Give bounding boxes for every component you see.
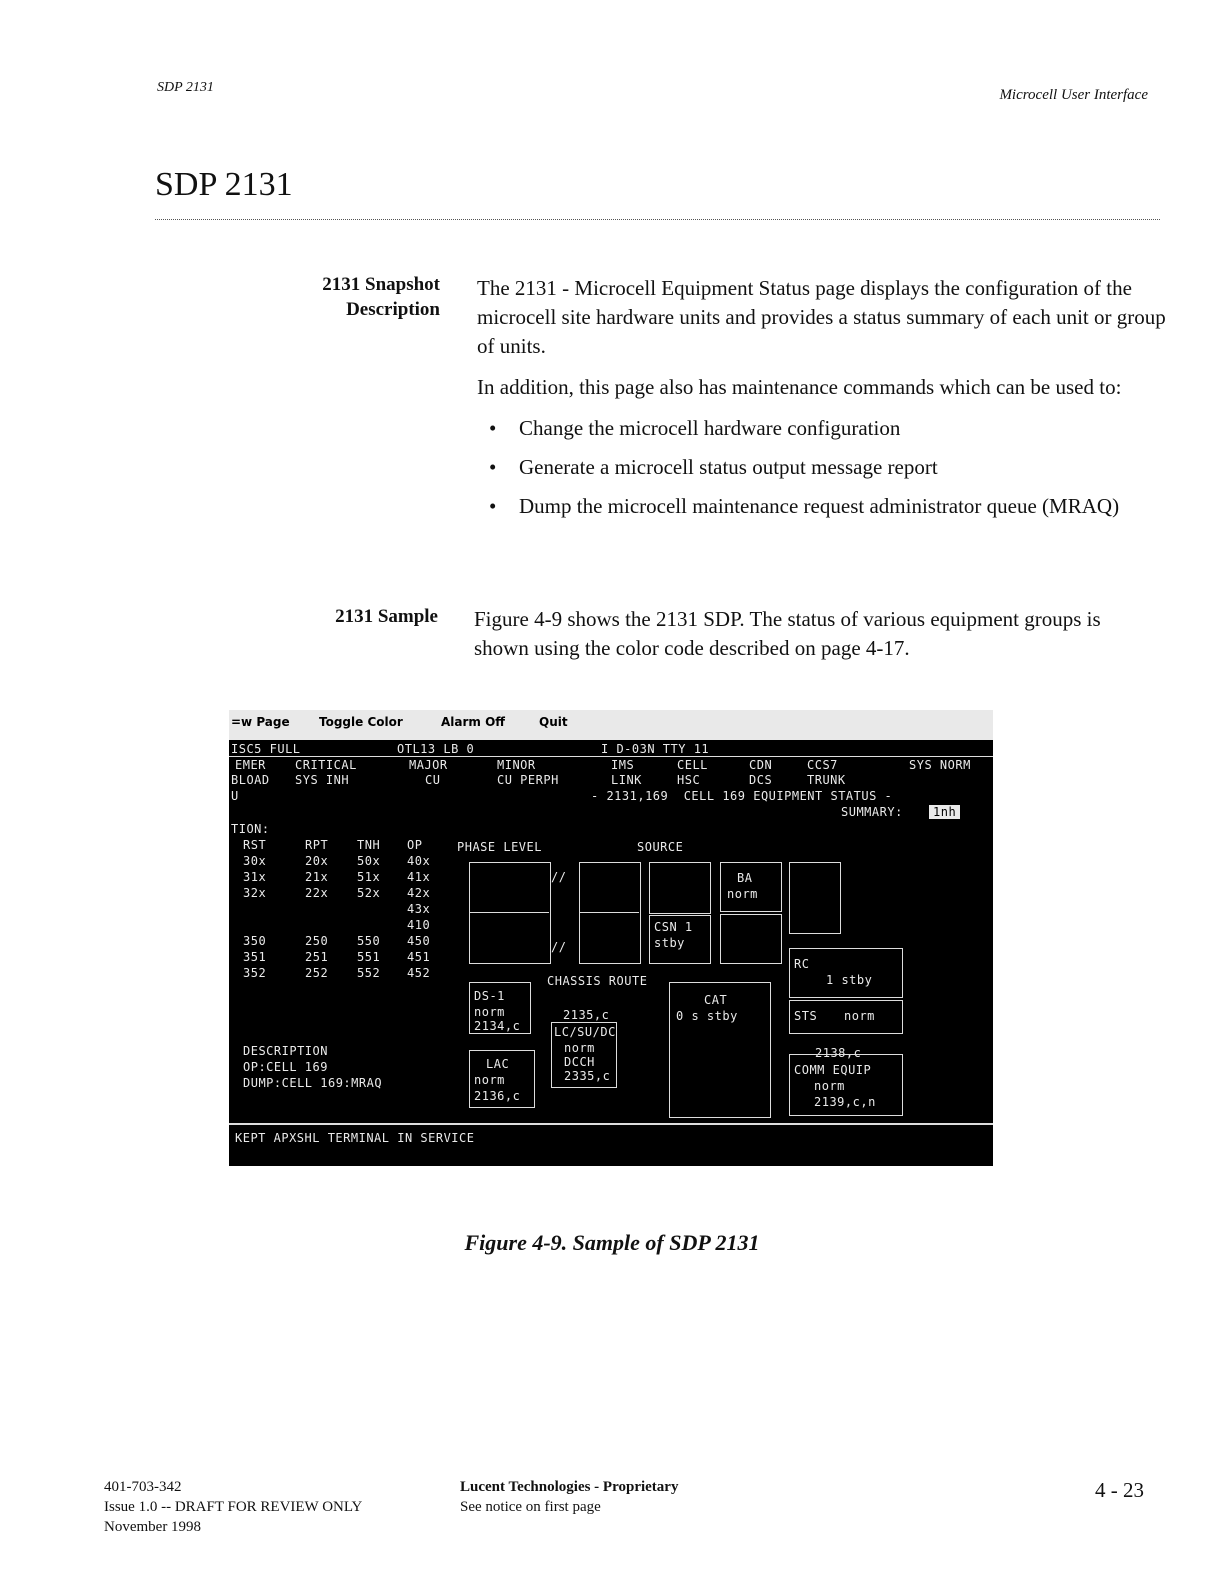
screen-cursor: U — [231, 789, 239, 803]
table-cell: 252 — [305, 966, 329, 980]
cat-box — [669, 982, 771, 1118]
ds1-box — [469, 982, 531, 1034]
paragraph: The 2131 - Microcell Equipment Status page displays the configuration of the microcell site hardware units and provides a status summary of each unit or group of units. — [477, 276, 1166, 358]
comm-status: norm — [814, 1079, 845, 1093]
footer-center — [460, 1477, 678, 1517]
grid-header-tnh: TNH — [357, 838, 381, 852]
section-label-sample: 2131 Sample — [335, 606, 438, 627]
screen-toolbar — [229, 710, 993, 740]
comm-ref-top: 2138,c — [815, 1046, 862, 1060]
table-cell: 350 — [243, 934, 267, 948]
bullet-list — [477, 414, 1167, 521]
table-cell: 452 — [407, 966, 431, 980]
table-cell: 22x — [305, 886, 329, 900]
alarm-emer: EMER — [235, 758, 266, 772]
page-title: SDP 2131 — [155, 166, 293, 203]
sts-status: norm — [844, 1009, 875, 1023]
ba-box-lower — [720, 914, 782, 964]
footer-left — [104, 1477, 362, 1537]
description-title: DESCRIPTION — [243, 1044, 328, 1058]
source-label: SOURCE — [637, 840, 684, 854]
comm-ref-bottom: 2139,c,n — [814, 1095, 876, 1109]
issue-date: November 1998 — [104, 1519, 202, 1535]
alarm-cdn: CDN — [749, 758, 773, 772]
section-label-line2: Description — [346, 299, 440, 320]
quit-button[interactable]: Quit — [539, 715, 568, 729]
csn-box — [649, 915, 711, 964]
table-cell: 42x — [407, 886, 431, 900]
table-cell: 32x — [243, 886, 267, 900]
ds1-ref: 2134,c — [474, 1019, 521, 1033]
rc-box — [789, 948, 903, 998]
ds1-status: norm — [474, 1005, 505, 1019]
section-label-snapshot — [250, 272, 440, 322]
cab-box — [789, 862, 841, 934]
sts-label: STS — [794, 1009, 818, 1023]
screen-page-title: - 2131,169 CELL 169 EQUIPMENT STATUS - — [591, 789, 893, 803]
table-cell: 451 — [407, 950, 431, 964]
list-item: • Dump the microcell maintenance request administrator queue (MRAQ) — [477, 492, 1167, 521]
description-op: OP:CELL 169 — [243, 1060, 328, 1074]
table-cell: 30x — [243, 854, 267, 868]
table-cell: 351 — [243, 950, 267, 964]
ba-box — [720, 862, 782, 912]
chassis-route-label: CHASSIS ROUTE — [547, 974, 648, 988]
paragraph: Figure 4-9 shows the 2131 SDP. The status of various equipment groups is shown using the color code described on page 4-17. — [474, 607, 1101, 660]
alarm-sys-inh: SYS INH — [295, 773, 350, 787]
screen-row1-msg: ISC5 FULL — [231, 742, 301, 756]
page-button[interactable]: =w Page — [231, 715, 290, 729]
screen-row1-otl: OTL13 LB 0 — [397, 742, 475, 756]
table-cell: 41x — [407, 870, 431, 884]
notice-text: See notice on first page — [460, 1499, 601, 1515]
alarm-cu: CU — [425, 773, 441, 787]
alarm-critical: CRITICAL — [295, 758, 357, 772]
alarm-ims: IMS — [611, 758, 635, 772]
grid-header-rst: RST — [243, 838, 267, 852]
alarm-minor: MINOR — [497, 758, 536, 772]
section-body-snapshot — [477, 274, 1167, 531]
running-header-right: Microcell User Interface — [999, 87, 1148, 103]
table-cell: 551 — [357, 950, 381, 964]
table-cell: 552 — [357, 966, 381, 980]
table-cell: 410 — [407, 918, 431, 932]
doc-number: 401-703-342 — [104, 1479, 182, 1495]
list-item: • Generate a microcell status output message report — [477, 453, 1167, 482]
table-cell: 251 — [305, 950, 329, 964]
sdp-2131-screenshot — [229, 710, 993, 1166]
lac-label: LAC — [486, 1057, 510, 1071]
table-cell: 21x — [305, 870, 329, 884]
alarm-hsc: HSC — [677, 773, 701, 787]
table-cell: 51x — [357, 870, 381, 884]
source-box-a — [649, 862, 711, 914]
alarm-bload: BLOAD — [231, 773, 270, 787]
running-header-left: SDP 2131 — [157, 80, 214, 95]
table-cell: 450 — [407, 934, 431, 948]
lc-label: LC/SU/DC — [554, 1025, 616, 1039]
grid-header-rpt: RPT — [305, 838, 329, 852]
page-number: 4 - 23 — [1095, 1478, 1144, 1502]
alarm-cu-perph: CU PERPH — [497, 773, 559, 787]
alarm-link: LINK — [611, 773, 642, 787]
csn-label: CSN 1 — [654, 920, 693, 934]
paragraph: In addition, this page also has maintenance commands which can be used to: — [477, 375, 1122, 399]
section-label-line1: 2131 Snapshot — [322, 274, 440, 295]
alarm-major: MAJOR — [409, 758, 448, 772]
comm-label: COMM EQUIP — [794, 1063, 872, 1077]
figure-caption: Figure 4-9. Sample of SDP 2131 — [464, 1230, 760, 1255]
table-cell: 550 — [357, 934, 381, 948]
lc-ref-top: 2135,c — [563, 1008, 610, 1022]
phase-level-label: PHASE LEVEL — [457, 840, 542, 854]
rc-status: 1 stby — [826, 973, 873, 987]
summary-value: 1nh — [929, 805, 960, 819]
link-symbol: // — [551, 870, 567, 884]
summary-label: SUMMARY: — [841, 805, 903, 819]
station-label: TION: — [231, 822, 270, 836]
alarm-cell: CELL — [677, 758, 708, 772]
lc-ncp: DCCH — [564, 1055, 595, 1069]
screen-status-bar — [229, 1123, 993, 1161]
cat-label: CAT — [704, 993, 728, 1007]
table-cell: 52x — [357, 886, 381, 900]
phase-level-box — [469, 862, 551, 964]
divider — [469, 912, 549, 913]
comm-equip-box — [789, 1054, 903, 1116]
table-cell: 50x — [357, 854, 381, 868]
table-cell: 20x — [305, 854, 329, 868]
csn-status: stby — [654, 936, 685, 950]
table-cell: 352 — [243, 966, 267, 980]
alarm-off-button[interactable]: Alarm Off — [441, 715, 506, 729]
issue-text: Issue 1.0 -- DRAFT FOR REVIEW ONLY — [104, 1499, 363, 1515]
company-notice: Lucent Technologies - Proprietary — [460, 1479, 679, 1495]
list-item: • Change the microcell hardware configuration — [477, 414, 1167, 443]
grid-header-op: OP — [407, 838, 423, 852]
link-symbol: // — [551, 940, 567, 954]
table-cell: 31x — [243, 870, 267, 884]
alarm-trunk: TRUNK — [807, 773, 846, 787]
divider — [229, 756, 993, 757]
ds1-label: DS-1 — [474, 989, 505, 1003]
sts-box — [789, 1000, 903, 1034]
screen-row1-tty: I D-03N TTY 11 — [601, 742, 710, 756]
title-divider — [155, 219, 1160, 220]
lc-status: norm — [564, 1041, 595, 1055]
source-box — [579, 862, 641, 964]
description-dump: DUMP:CELL 169:MRAQ — [243, 1076, 383, 1090]
toggle-color-button[interactable]: Toggle Color — [319, 715, 403, 729]
lac-ref: 2136,c — [474, 1089, 521, 1103]
lac-status: norm — [474, 1073, 505, 1087]
lc-ref-bottom: 2335,c — [564, 1069, 611, 1083]
status-message: KEPT APXSHL TERMINAL IN SERVICE — [235, 1131, 475, 1145]
cat-status: 0 s stby — [676, 1009, 738, 1023]
lc-box — [551, 1022, 617, 1088]
table-cell: 40x — [407, 854, 431, 868]
lac-box — [469, 1050, 535, 1108]
ba-status: norm — [727, 887, 758, 901]
table-cell: 43x — [407, 902, 431, 916]
ba-label: BA — [737, 871, 753, 885]
alarm-ccs7: CCS7 — [807, 758, 838, 772]
alarm-sys-norm: SYS NORM — [909, 758, 971, 772]
divider — [579, 912, 639, 913]
alarm-dcs: DCS — [749, 773, 773, 787]
rc-label: RC — [794, 957, 810, 971]
table-cell: 250 — [305, 934, 329, 948]
